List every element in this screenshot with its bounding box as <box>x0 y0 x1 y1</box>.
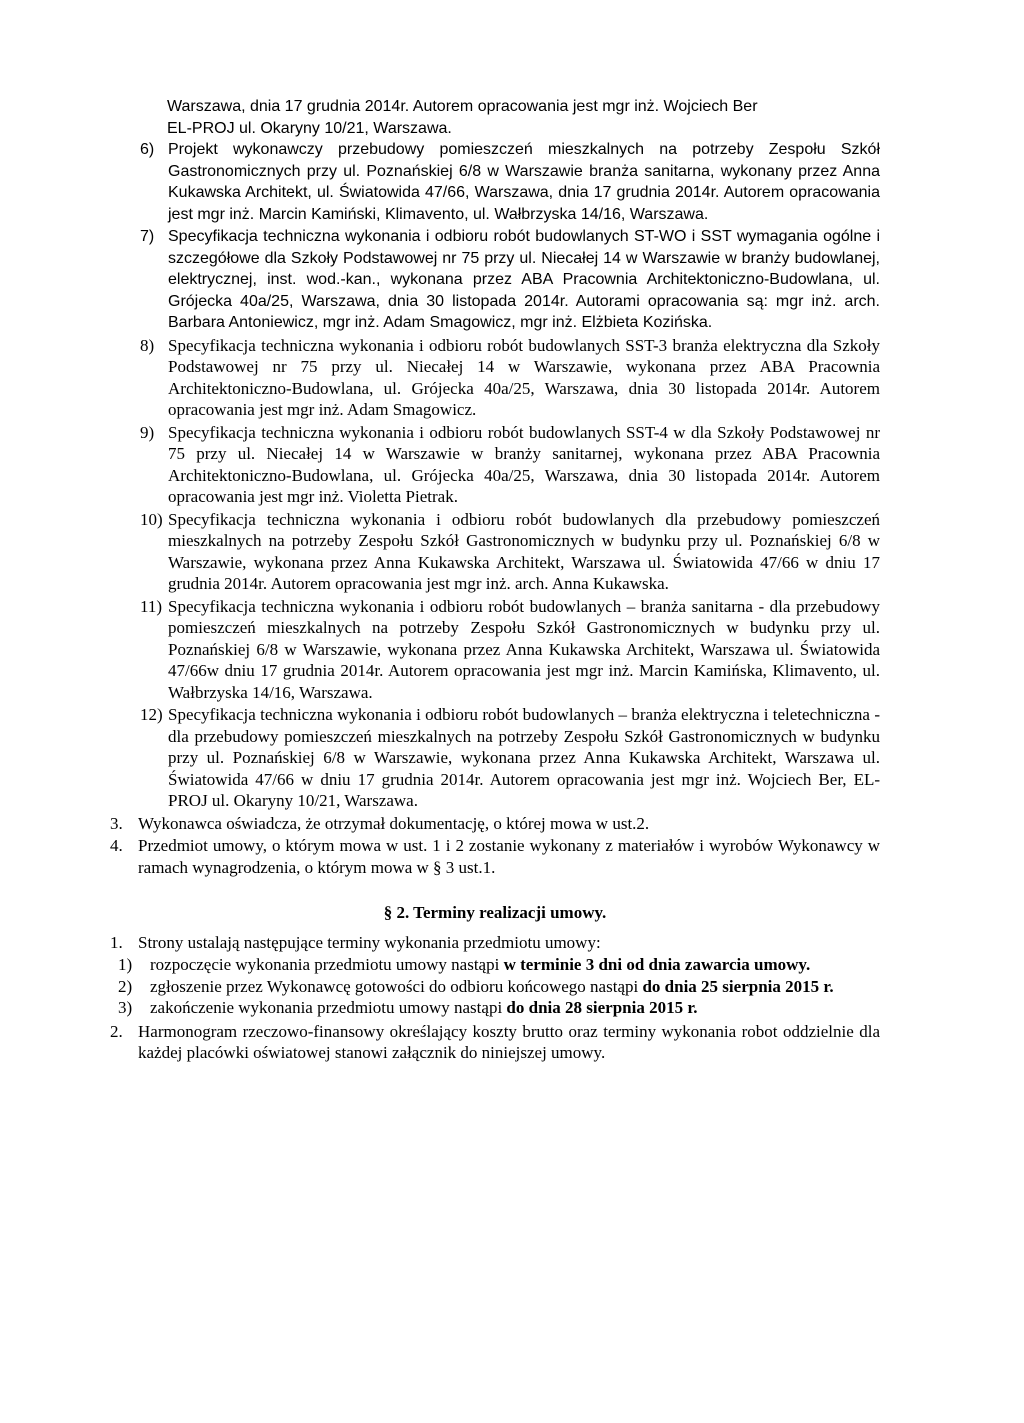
subitem-12 <box>110 704 880 812</box>
term-text <box>150 976 880 998</box>
item-text: Harmonogram rzeczowo-finansowy określający koszty brutto oraz terminy wykonania robot oddzielnie dla każdej placówki oświatowej stanowi załącznik do niniejszej umowy. <box>138 1021 880 1062</box>
subitem-text: Specyfikacja techniczna wykonania i odbioru robót budowlanych – branża elektryczna i teletechniczna - dla przebudowy pomieszczeń mieszkalnych na potrzeby Zespołu Szkół Gastronomicznych w budynku przy ul. Poznańskiej 6/8 w Warszawie, wykonana przez Anna Kukawska Architekt, Warszawa ul. Światowida 47/66 w dniu 17 grudnia 2014r. Autorem opracowania jest mgr inż. Wojciech Ber, EL-PROJ ul. Okaryny 10/21, Warszawa. <box>168 705 880 810</box>
item-number: 1. <box>110 932 123 952</box>
item-text: Strony ustalają następujące terminy wykonania przedmiotu umowy: <box>138 932 601 952</box>
subitem-7 <box>110 226 880 334</box>
subitem-6 <box>110 139 880 225</box>
term-text <box>150 997 880 1019</box>
item-number: 2. <box>110 1021 123 1041</box>
subitem-number: 9) <box>140 422 155 442</box>
subitem-number: 7) <box>140 228 155 245</box>
subitem-text: Specyfikacja techniczna wykonania i odbioru robót budowlanych SST-3 branża elektryczna dla Szkoły Podstawowej nr 75 przy ul. Niecałej 14 w Warszawie, wykonana przez ABA Pracownia Architektoniczno-Budowlana, ul. Grójecka 40a/25, Warszawa, dnia 30 listopada 2014r. Autorem opracowania jest mgr inż. Adam Smagowicz. <box>168 335 880 419</box>
term-date: w terminie 3 dni od dnia zawarcia umowy. <box>503 955 811 974</box>
term-plain: zgłoszenie przez Wykonawcę gotowości do odbioru końcowego nastąpi <box>150 976 639 996</box>
subitem-number: 10) <box>140 509 163 529</box>
subitem-text: Specyfikacja techniczna wykonania i odbioru robót budowlanych – branża sanitarna - dla przebudowy pomieszczeń mieszkalnych na potrzeby Zespołu Szkół Gastronomicznych w budynku przy ul. Poznańskiej 6/8 w Warszawie, wykonana przez Anna Kukawska Architekt, Warszawa ul. Światowida 47/66w dniu 17 grudnia 2014r. Autorem opracowania jest mgr inż. Marcin Kamińska, Klimavento, ul. Wałbrzyska 14/16, Warszawa. <box>168 596 880 702</box>
subitem-text: Projekt wykonawczy przebudowy pomieszczeń mieszkalnych na potrzeby Zespołu Szkół Gastronomicznych przy ul. Poznańskiej 6/8 w Warszawie branża sanitarna, wykonany przez Anna Kukawska Architekt, ul. Światowida 47/66, Warszawa, dnia 17 grudnia 2014r. Autorem opracowania jest mgr inż. Marcin Kamiński, Klimavento, ul. Wałbrzyska 14/16, Warszawa. <box>168 141 880 223</box>
section-title: § 2. Terminy realizacji umowy. <box>383 903 607 922</box>
item-number: 3. <box>110 813 123 833</box>
intro-line-2: EL-PROJ ul. Okaryny 10/21, Warszawa. <box>167 119 452 137</box>
item-4 <box>110 835 880 878</box>
subitem-text: Specyfikacja techniczna wykonania i odbioru robót budowlanych dla przebudowy pomieszczeń mieszkalnych na potrzeby Zespołu Szkół Gastronomicznych w budynku przy ul. Poznańskiej 6/8 w Warszawie, wykonana przez Anna Kukawska Architekt, Warszawa ul. Światowida 47/66 w dniu 17 grudnia 2014r. Autorem opracowania jest mgr inż. arch. Anna Kukawska. <box>168 509 880 593</box>
term-number: 3) <box>118 998 133 1017</box>
subitem-number: 11) <box>140 596 163 616</box>
subitem-text: Specyfikacja techniczna wykonania i odbioru robót budowlanych ST-WO i SST wymagania ogólne i szczegółowe dla Szkoły Podstawowej nr 75 przy ul. Niecałej 14 w Warszawie w branży budowlanej, elektrycznej, inst. wod.-kan., wykonana przez ABA Pracownia Architektoniczno-Budowlana, ul. Grójecka 40a/25, Warszawa, dnia 30 listopada 2014r. Autorami opracowania są: mgr inż. arch. Barbara Antoniewicz, mgr inż. Adam Smagowicz, mgr inż. Elżbieta Kozińska. <box>168 228 880 331</box>
subitem-8 <box>110 335 880 421</box>
item-3 <box>110 813 880 835</box>
subitem-number: 6) <box>140 141 155 158</box>
item-text: Wykonawca oświadcza, że otrzymał dokumentację, o której mowa w ust.2. <box>138 813 650 833</box>
subitem-number: 12) <box>140 705 163 724</box>
subitem-11 <box>110 596 880 704</box>
item-number: 4. <box>110 836 123 855</box>
subitem-list <box>110 139 880 812</box>
item-2 <box>110 1021 880 1064</box>
subitem-9 <box>110 422 880 508</box>
intro-line-1: Warszawa, dnia 17 grudnia 2014r. Autorem opracowania jest mgr inż. Wojciech Ber <box>167 98 758 115</box>
term-2 <box>110 976 880 998</box>
subitem-number: 8) <box>140 335 155 355</box>
subitem-text: Specyfikacja techniczna wykonania i odbioru robót budowlanych SST-4 w dla Szkoły Podstawowej nr 75 przy ul. Niecałej 14 w Warszawie w branży sanitarnej, wykonana przez ABA Pracownia Architektoniczno-Budowlana, ul. Grójecka 40a/25, Warszawa, dnia 30 listopada 2014r. Autorem opracowania jest mgr inż. Violetta Pietrak. <box>168 422 880 506</box>
subitem-10 <box>110 509 880 595</box>
term-date: do dnia 25 sierpnia 2015 r. <box>642 976 834 996</box>
term-plain: zakończenie wykonania przedmiotu umowy nastąpi <box>150 998 503 1017</box>
terms-intro <box>110 932 880 954</box>
term-3 <box>110 997 880 1019</box>
term-number: 1) <box>118 955 133 974</box>
item-text: Przedmiot umowy, o którym mowa w ust. 1 i 2 zostanie wykonany z materiałów i wyrobów Wykonawcy w ramach wynagrodzenia, o którym mowa w § 3 ust.1. <box>138 836 880 877</box>
term-1 <box>110 954 880 976</box>
document-body <box>110 96 880 1065</box>
term-text <box>150 954 880 976</box>
term-date: do dnia 28 sierpnia 2015 r. <box>506 998 698 1017</box>
term-plain: rozpoczęcie wykonania przedmiotu umowy nastąpi <box>150 955 500 974</box>
term-number: 2) <box>118 976 133 996</box>
